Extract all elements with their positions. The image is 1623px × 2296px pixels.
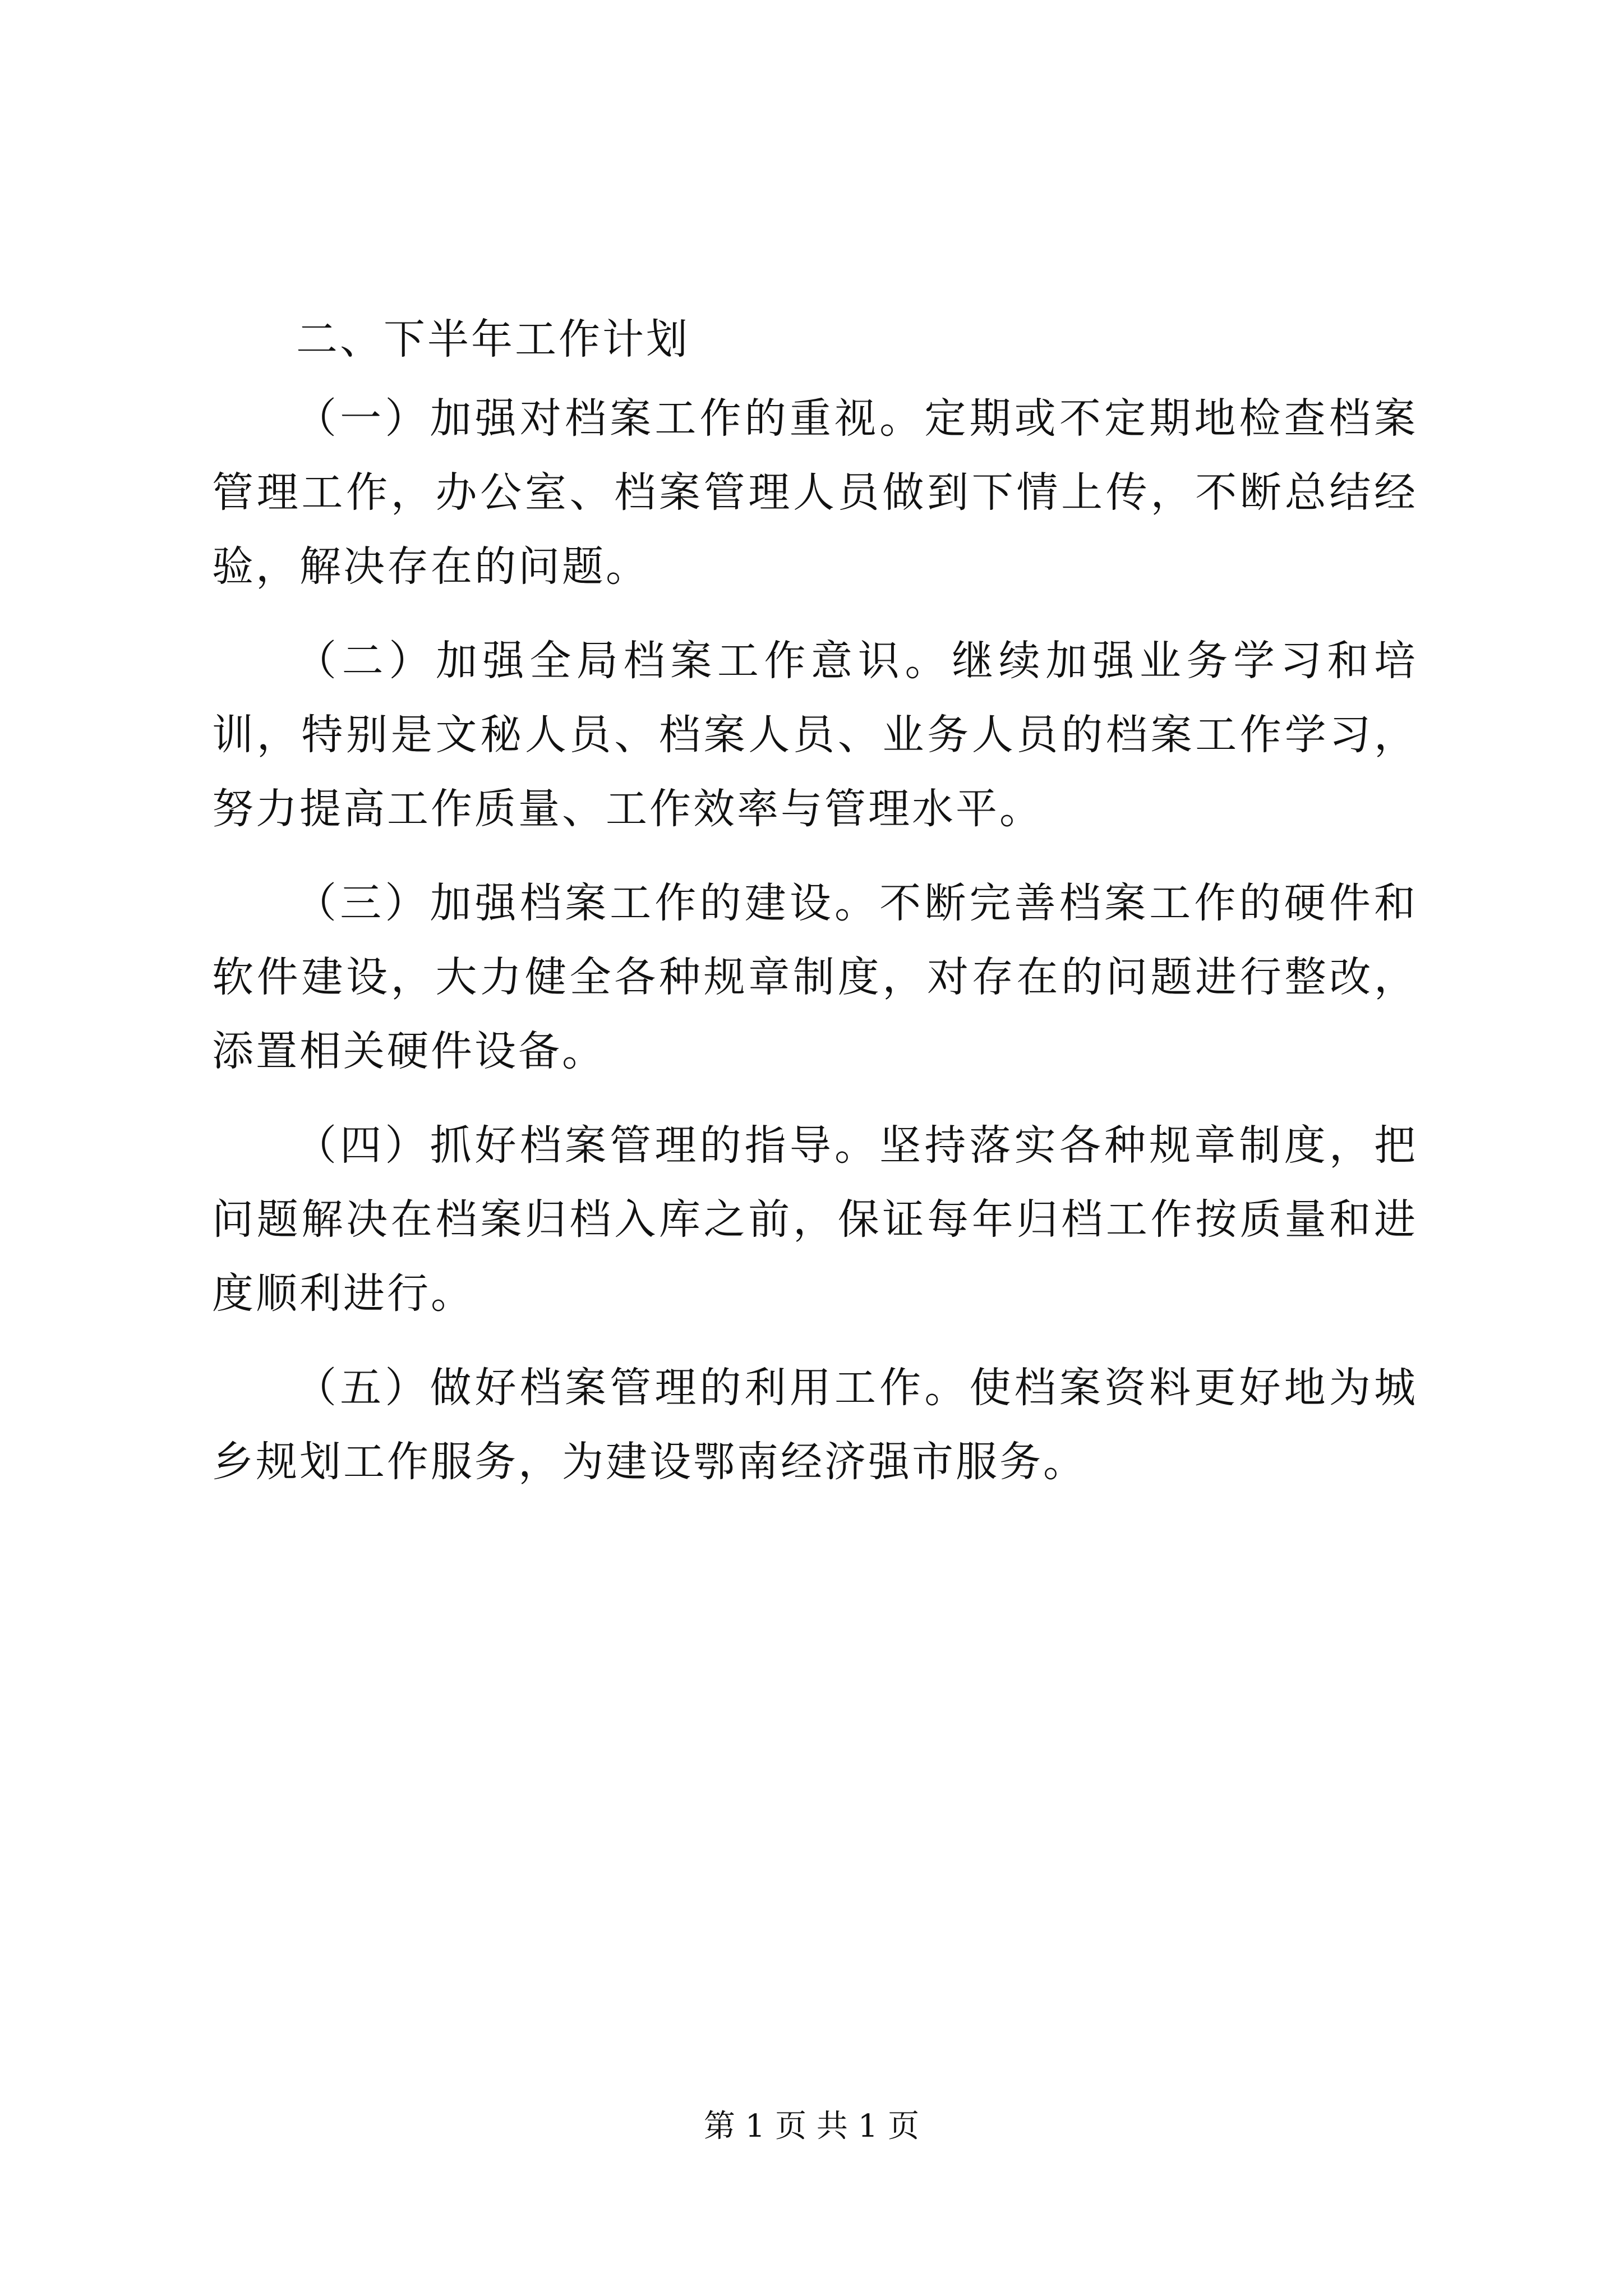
paragraph-2: （二）加强全局档案工作意识。继续加强业务学习和培训，特别是文秘人员、档案人员、业务人员的档案工作学习，努力提高工作质量、工作效率与管理水平。	[212, 637, 1418, 833]
paragraph-3: （三）加强档案工作的建设。不断完善档案工作的硬件和软件建设，大力健全各种规章制度，对存在的问题进行整改，添置相关硬件设备。	[212, 879, 1418, 1075]
paragraph-5: （五）做好档案管理的利用工作。使档案资料更好地为城乡规划工作服务，为建设鄂南经济强市服务。	[212, 1364, 1418, 1486]
section-heading: 二、下半年工作计划	[296, 315, 690, 364]
page-footer: 第 1 页 共 1 页	[703, 2108, 920, 2145]
document-body	[212, 297, 1418, 1519]
paragraph-4: （四）抓好档案管理的指导。坚持落实各种规章制度，把问题解决在档案归档入库之前，保证每年归档工作按质量和进度顺利进行。	[212, 1121, 1418, 1318]
paragraph-1: （一）加强对档案工作的重视。定期或不定期地检查档案管理工作，办公室、档案管理人员做到下情上传，不断总结经验，解决存在的问题。	[212, 394, 1418, 591]
